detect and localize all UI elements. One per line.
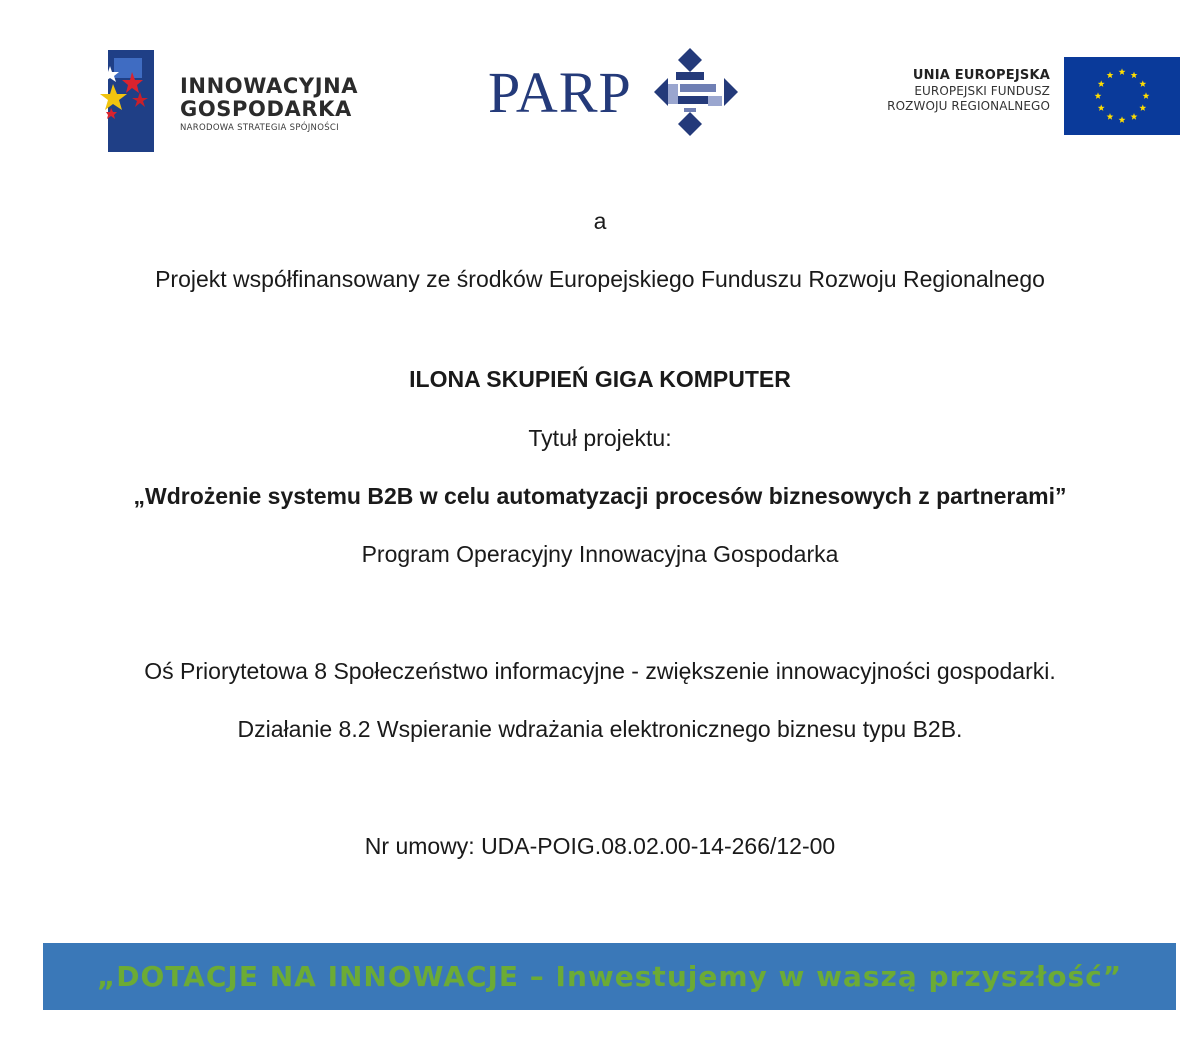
ig-logo-line3: NARODOWA STRATEGIA SPÓJNOŚCI	[180, 123, 339, 133]
ue-logo-line2: EUROPEJSKI FUNDUSZ	[914, 84, 1050, 98]
innowacyjna-gospodarka-emblem-icon	[92, 50, 172, 155]
ig-logo-line1: INNOWACYJNA	[180, 74, 359, 98]
eu-flag-icon	[1064, 57, 1180, 135]
stray-letter: a	[593, 208, 607, 234]
priority-axis: Oś Priorytetowa 8 Społeczeństwo informacyjne - zwiększenie innowacyjności gospodarki.	[144, 658, 1056, 684]
cofinancing-statement: Projekt współfinansowany ze środków Europejskiego Funduszu Rozwoju Regionalnego	[155, 266, 1045, 292]
project-title: „Wdrożenie systemu B2B w celu automatyzacji procesów biznesowych z partnerami”	[133, 483, 1067, 509]
parp-diamond-icon	[650, 46, 742, 138]
slogan-text: „DOTACJE NA INNOWACJE – Inwestujemy w waszą przyszłość”	[96, 960, 1123, 993]
parp-logo	[488, 46, 748, 138]
project-title-label: Tytuł projektu:	[528, 425, 672, 451]
company-name: ILONA SKUPIEŃ GIGA KOMPUTER	[409, 366, 791, 392]
operational-program: Program Operacyjny Innowacyjna Gospodarka	[361, 541, 839, 567]
measure: Działanie 8.2 Wspieranie wdrażania elektronicznego biznesu typu B2B.	[237, 716, 963, 742]
innowacyjna-gospodarka-logo	[92, 50, 422, 155]
ue-logo-line3: ROZWOJU REGIONALNEGO	[887, 99, 1050, 113]
ue-logo-line1: UNIA EUROPEJSKA	[912, 68, 1050, 83]
contract-number: Nr umowy: UDA-POIG.08.02.00-14-266/12-00	[364, 833, 836, 859]
slogan-banner	[43, 943, 1176, 1010]
parp-logo-text: PARP	[488, 60, 632, 125]
ig-logo-line2: GOSPODARKA	[180, 97, 352, 121]
unia-europejska-logo	[850, 57, 1180, 137]
